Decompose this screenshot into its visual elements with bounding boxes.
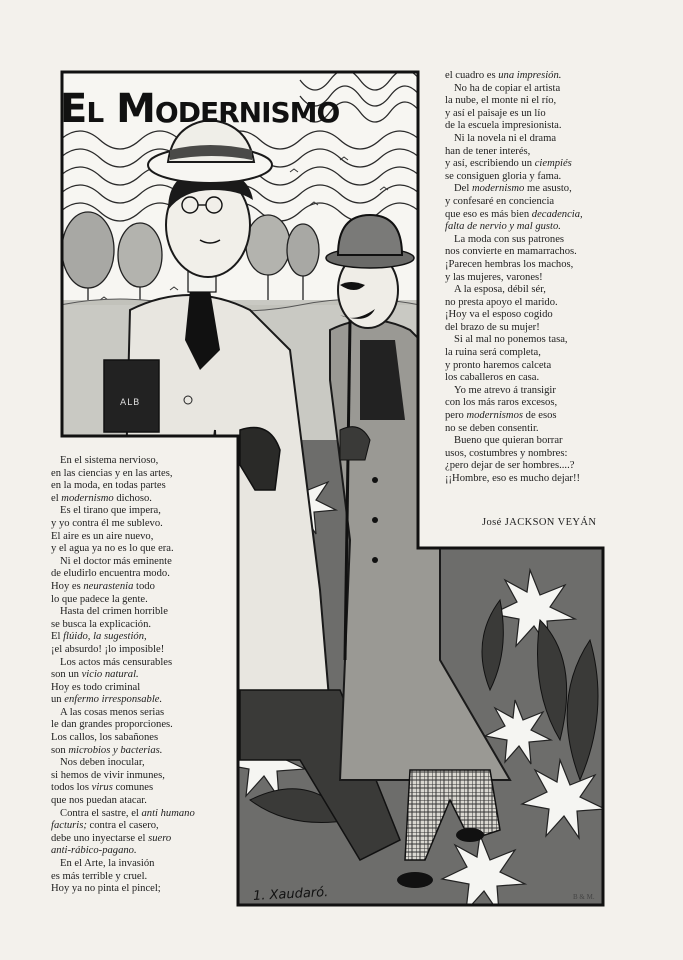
poem-left-column <box>51 455 195 896</box>
poem-line: ¡Parecen hembras los machos, <box>445 258 574 270</box>
poem-line: Bueno que quieran borrar <box>454 435 563 447</box>
poem-line: ¡¡Hombre, eso es mucho dejar!! <box>445 473 581 484</box>
poem-line: Yo me atrevo á transigir <box>454 384 556 396</box>
poem-line: no presta apoyo el marido. <box>445 296 558 308</box>
poem-line: A la esposa, débil sér, <box>454 284 546 296</box>
poem-line: Hoy es todo criminal <box>51 681 141 693</box>
poem-line: de eludirlo encuentra modo. <box>51 568 170 580</box>
poem-line: han de tener interés, <box>445 145 531 157</box>
poem-line: ¿pero dejar de ser hombres....? <box>445 460 575 472</box>
poem-line: en la moda, en todas partes <box>51 480 166 492</box>
poem-line: que eso es más bien decadencia, <box>445 208 583 220</box>
poem-line: todos los virus comunes <box>51 782 154 794</box>
poem-line: facturis; contra el casero, <box>51 820 159 832</box>
poem-line: y así, escribiendo un ciempiés <box>445 158 572 170</box>
book-label: ALB <box>120 398 141 408</box>
poem-line: el cuadro es una impresión. <box>445 70 562 81</box>
poem-line: y pronto haremos calceta <box>445 359 552 371</box>
poem-line: nos convierte en mamarrachos. <box>445 246 577 258</box>
poem-line: Hasta del crimen horrible <box>60 606 168 618</box>
poem-line: El flúido, la sugestión, <box>51 631 147 643</box>
poem-line: ¡Hoy va el esposo cogido <box>445 309 553 321</box>
poem-line: Si al mal no ponemos tasa, <box>454 334 568 346</box>
poem-line: Hoy es neurastenia todo <box>51 580 155 592</box>
poem-line: la ruina será completa, <box>445 347 541 359</box>
poem-line: en las ciencias y en las artes, <box>51 467 173 479</box>
poem-line: Nos deben inocular, <box>60 757 145 769</box>
poem-line: falta de nervio y mal gusto. <box>445 221 561 233</box>
poem-line: Es el tirano que impera, <box>60 505 161 517</box>
poem-line: A las cosas menos serias <box>60 706 165 718</box>
poem-line: Hoy ya no pinta el pincel; <box>51 883 161 895</box>
poem-line: Del modernismo me asusto, <box>454 183 572 195</box>
poem-line: un enfermo irresponsable. <box>51 694 163 706</box>
poem-line: La moda con sus patrones <box>454 233 565 245</box>
poem-line: la nube, el monte ni el río, <box>445 95 557 107</box>
poem-right-column <box>445 70 583 486</box>
poem-line: En el Arte, la invasión <box>60 858 155 869</box>
poem-line: lo que padece la gente. <box>51 593 148 605</box>
poem-line: los caballeros en casa. <box>445 372 540 384</box>
poem-line: no se deben consentir. <box>445 422 539 434</box>
poem-line: si hemos de vivir inmunes, <box>51 769 165 781</box>
printer-mark: B & M. <box>573 893 595 901</box>
poem-line: Ni el doctor más eminente <box>60 555 172 567</box>
poem-line: debe uno inyectarse el suero <box>51 832 172 844</box>
poem-line: anti-rábico-pagano. <box>51 845 137 857</box>
poem-line: usos, costumbres y nombres: <box>445 447 568 459</box>
poem-line: pero modernismos de esos <box>445 410 557 422</box>
poem-line: con los más raros excesos, <box>445 397 558 409</box>
poem-line: que nos puedan atacar. <box>51 795 147 807</box>
author-signature <box>482 517 596 528</box>
poem-line: y las mujeres, varones! <box>445 271 543 283</box>
poem-line: y confesaré en conciencia <box>445 195 555 207</box>
poem-line: ¡el absurdo! ¡lo imposible! <box>51 643 165 655</box>
illustration-title: El Modernismo <box>60 86 340 132</box>
poem-line: el modernismo dichoso. <box>51 492 152 504</box>
poem-line: son microbios y bacterias. <box>51 744 163 756</box>
poem-line: En el sistema nervioso, <box>60 455 159 466</box>
poem-line: Ni la novela ni el drama <box>454 132 557 144</box>
poem-line: le dan grandes proporciones. <box>51 719 173 731</box>
poem-line: del brazo de su mujer! <box>445 321 540 333</box>
poem-line: se busca la explicación. <box>51 618 152 630</box>
poem-line: y yo contra él me sublevo. <box>51 517 163 529</box>
artist-signature: 1. Xaudaró. <box>252 885 329 904</box>
author-first-name: José <box>482 517 502 528</box>
poem-line: es más terrible y cruel. <box>51 870 148 882</box>
poem-line: se consiguen gloria y fama. <box>445 170 562 182</box>
poem-line: y así el paisaje es un lío <box>445 107 546 119</box>
poem-line: Los callos, los sabañones <box>51 732 159 744</box>
poem-line: El aire es un aire nuevo, <box>51 530 154 542</box>
poem-line: Contra el sastre, el anti humano <box>60 807 195 819</box>
poem-line: son un vicio natural. <box>51 669 139 681</box>
author-last-name: JACKSON VEYÁN <box>504 517 597 528</box>
poem-line: y el agua ya no es lo que era. <box>51 543 174 555</box>
poem-line: Los actos más censurables <box>60 656 173 668</box>
poem-line: No ha de copiar el artista <box>454 82 561 94</box>
poem-line: de la escuela impresionista. <box>445 120 562 132</box>
